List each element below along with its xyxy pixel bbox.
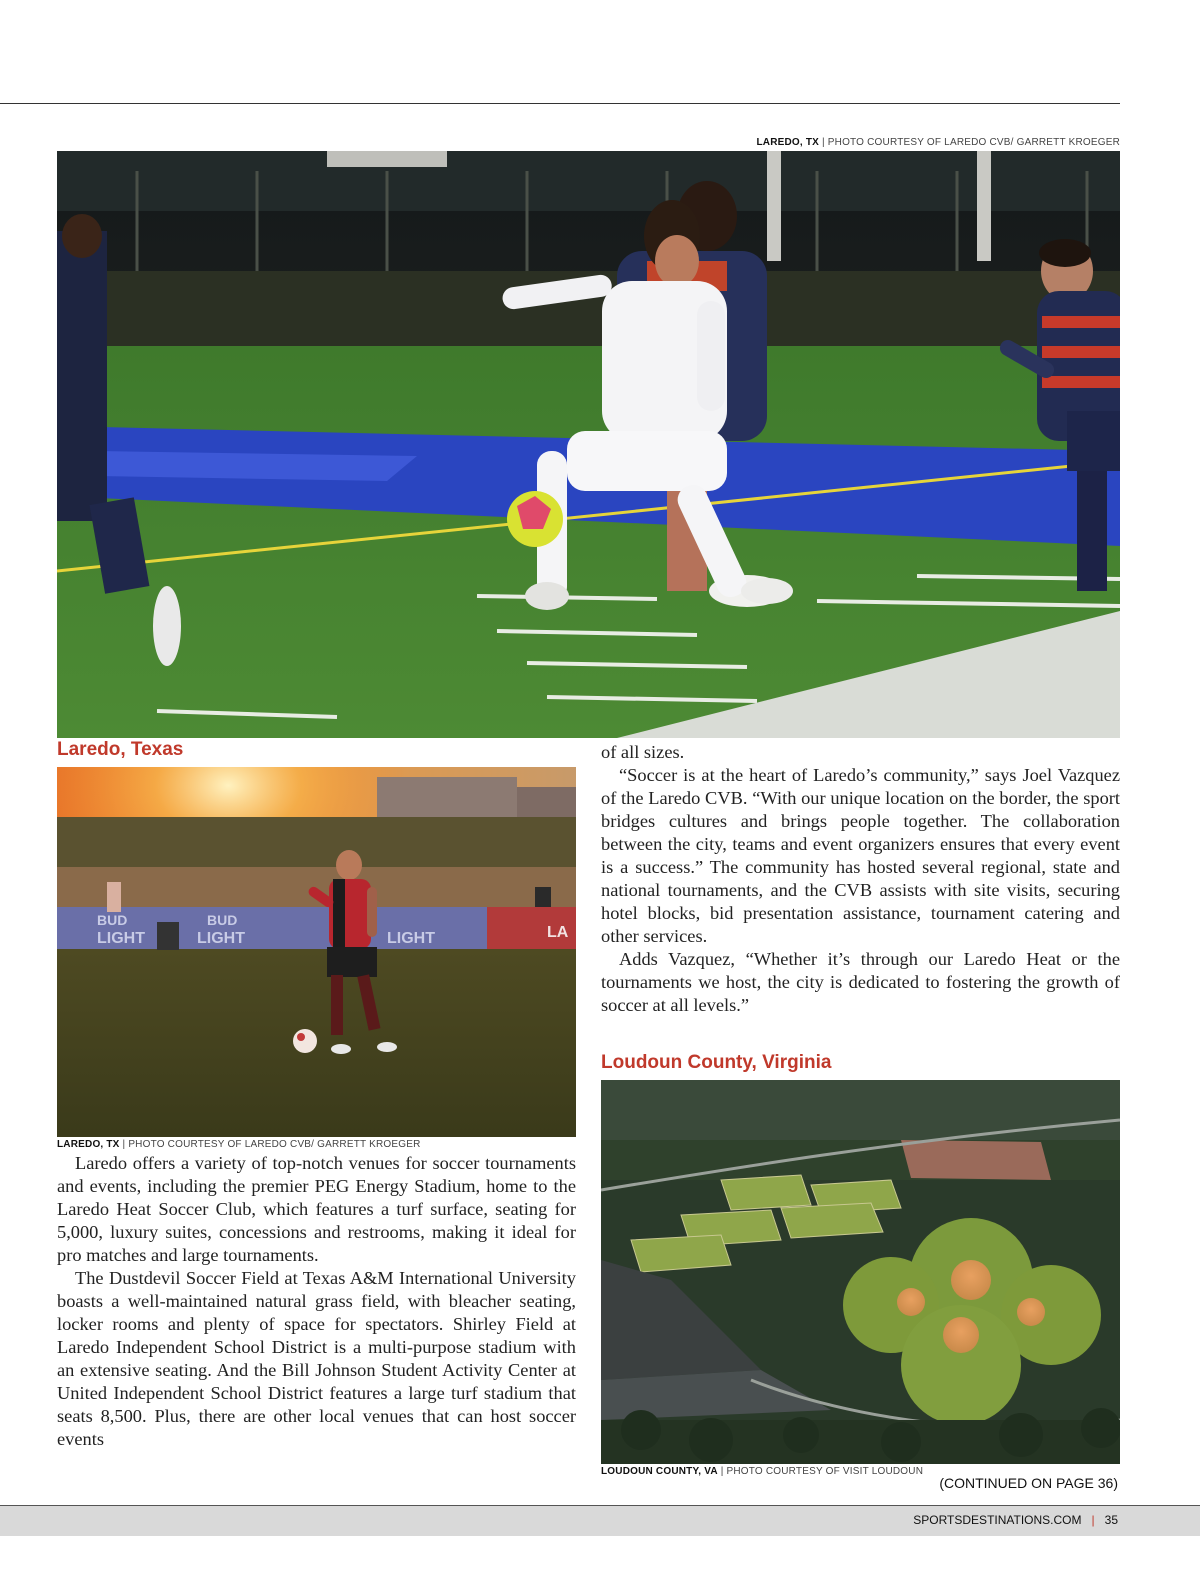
credit-place: LAREDO, TX: [756, 137, 820, 148]
paragraph-venues: Laredo offers a variety of top-notch venues for soccer tournaments and events, including the premier PEG Energy Stadium, home to the Laredo Heat Soccer Club, which features a turf surface, seating for 5,000, luxury suites, concessions and restrooms, making it ideal for pro matches and large tournaments.: [57, 1153, 576, 1265]
photo-soccer-action: [57, 151, 1120, 738]
credit-place: LOUDOUN COUNTY, VA: [601, 1466, 718, 1477]
top-rule: [0, 103, 1120, 104]
page-number: 35: [1104, 1513, 1118, 1527]
left-column-text: [57, 1152, 576, 1451]
photo-aerial-complex: [601, 1080, 1120, 1464]
board-text-1: BUD: [97, 912, 128, 928]
continued-note: (CONTINUED ON PAGE 36): [939, 1475, 1118, 1491]
credit-source: | PHOTO COURTESY OF LAREDO CVB/ GARRETT KROEGER: [819, 137, 1120, 148]
board-text-2: LIGHT: [97, 930, 145, 947]
photo-credit-middle: [57, 1139, 421, 1150]
board-text-5: LIGHT: [387, 930, 435, 947]
paragraph-fields: The Dustdevil Soccer Field at Texas A&M International University boasts a well-maintained natural grass field, with bleacher seating, locker rooms and plenty of space for spectators. Shirley Field at Laredo Independent School District is a multi-purpose stadium with an extensive seating. And the Bill Johnson Student Activity Center at United Independent School District features a large turf stadium that seats 8,500. Plus, there are other local venues that can host soccer events: [57, 1268, 576, 1449]
photo-credit-top: [756, 137, 1120, 148]
footer-site[interactable]: SPORTSDESTINATIONS.COM: [913, 1513, 1082, 1527]
paragraph-adds: Adds Vazquez, “Whether it’s through our Laredo Heat or the tournaments we host, the city is dedicated to fostering the growth of soccer at all levels.”: [601, 949, 1120, 1015]
footer-separator: |: [1091, 1513, 1095, 1527]
board-text-6: LA: [547, 924, 569, 941]
heading-loudoun: Loudoun County, Virginia: [601, 1052, 832, 1073]
credit-source: | PHOTO COURTESY OF VISIT LOUDOUN: [717, 1466, 924, 1477]
right-column-text: [601, 741, 1120, 1017]
board-text-4: LIGHT: [197, 930, 245, 947]
photo-credit-bottom: [601, 1466, 923, 1477]
credit-place: LAREDO, TX: [57, 1139, 120, 1150]
paragraph-quote: “Soccer is at the heart of Laredo’s community,” says Joel Vazquez of the Laredo CVB. “With our unique location on the border, the sport bridges cultures and brings people together. The collaboration between the city, teams and event organizers ensures that every event is a success.” The community has hosted several regional, state and national tournaments, and the CVB assists with site visits, securing hotel blocks, bid presentation assistance, tournament catering and other services.: [601, 765, 1120, 946]
heading-laredo: Laredo, Texas: [57, 739, 184, 760]
board-text-3: BUD: [207, 912, 238, 928]
paragraph-continuation: of all sizes.: [601, 742, 685, 762]
photo-sunset-player: [57, 767, 576, 1137]
footer: [913, 1513, 1118, 1527]
credit-source: | PHOTO COURTESY OF LAREDO CVB/ GARRETT KROEGER: [119, 1139, 421, 1150]
